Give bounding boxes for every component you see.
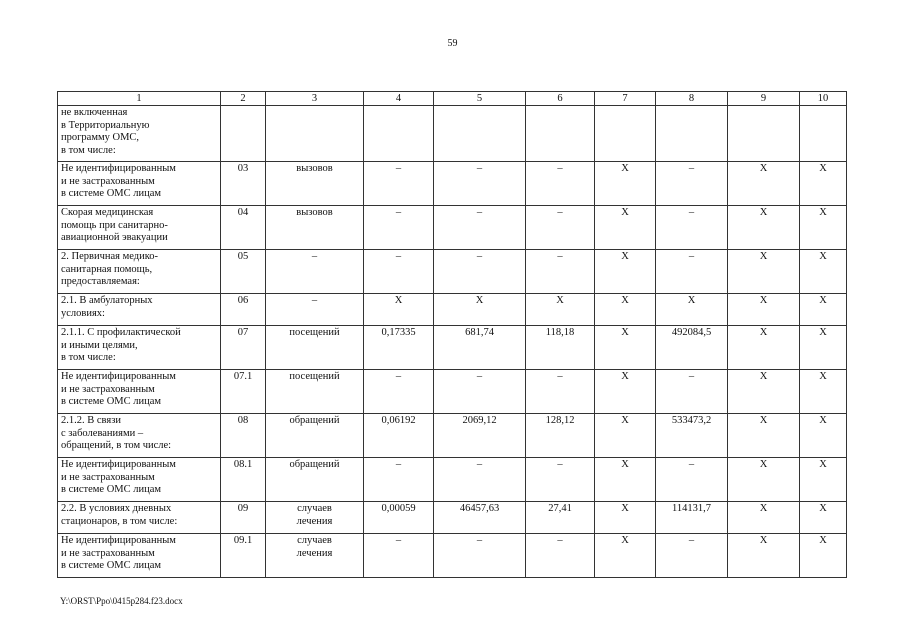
table-cell: случаев лечения — [266, 534, 364, 578]
table-cell: – — [434, 162, 526, 206]
table-cell: 0,17335 — [364, 326, 434, 370]
table-cell: – — [364, 206, 434, 250]
table-cell: – — [656, 250, 728, 294]
table-cell: 46457,63 — [434, 502, 526, 534]
table-cell: – — [526, 206, 595, 250]
table-cell: – — [526, 458, 595, 502]
table-cell: Х — [595, 370, 656, 414]
row-label-cell: 2.1.1. С профилактической и иными целями, в том числе: — [58, 326, 221, 370]
table-cell: 09 — [221, 502, 266, 534]
table-cell: Х — [595, 250, 656, 294]
table-cell: Х — [595, 458, 656, 502]
table-cell: Х — [800, 206, 847, 250]
table-row — [58, 206, 847, 250]
table-cell: Х — [728, 162, 800, 206]
header-cell: 8 — [656, 92, 728, 106]
header-cell: 3 — [266, 92, 364, 106]
row-label-cell: Не идентифицированным и не застрахованным в системе ОМС лицам — [58, 370, 221, 414]
table-cell: – — [526, 534, 595, 578]
table-row — [58, 250, 847, 294]
table-cell — [595, 106, 656, 162]
table-cell: посещений — [266, 326, 364, 370]
table-cell: 05 — [221, 250, 266, 294]
table-cell: Х — [728, 326, 800, 370]
table-cell: – — [656, 534, 728, 578]
table-cell: Х — [364, 294, 434, 326]
table-row — [58, 502, 847, 534]
footer-file-path: Y:\ORST\Ppo\0415p284.f23.docx — [60, 596, 183, 606]
table-cell: 0,06192 — [364, 414, 434, 458]
table-cell: Х — [728, 414, 800, 458]
table-cell: – — [656, 162, 728, 206]
table-cell: 03 — [221, 162, 266, 206]
table-cell: Х — [800, 414, 847, 458]
table-cell: – — [526, 370, 595, 414]
table-cell: Х — [800, 162, 847, 206]
table-cell: 0,00059 — [364, 502, 434, 534]
table-cell: – — [266, 294, 364, 326]
header-cell: 5 — [434, 92, 526, 106]
data-table — [57, 91, 847, 578]
table-cell: – — [364, 458, 434, 502]
table-cell: вызовов — [266, 162, 364, 206]
table-cell — [221, 106, 266, 162]
table-cell — [728, 106, 800, 162]
header-cell: 10 — [800, 92, 847, 106]
table-cell: Х — [800, 250, 847, 294]
table-cell: 114131,7 — [656, 502, 728, 534]
table-cell: – — [434, 458, 526, 502]
table-cell: Х — [595, 534, 656, 578]
table-cell: Х — [595, 502, 656, 534]
row-label-cell: 2.1.2. В связи с заболеваниями – обращений, в том числе: — [58, 414, 221, 458]
table-cell: Х — [595, 206, 656, 250]
header-cell: 6 — [526, 92, 595, 106]
table-cell: 533473,2 — [656, 414, 728, 458]
table-cell: вызовов — [266, 206, 364, 250]
table-cell: – — [266, 250, 364, 294]
row-label-cell: Скорая медицинская помощь при санитарно- авиационной эвакуации — [58, 206, 221, 250]
table-cell — [364, 106, 434, 162]
table-cell: обращений — [266, 414, 364, 458]
table-cell — [656, 106, 728, 162]
row-label-cell: 2.1. В амбулаторных условиях: — [58, 294, 221, 326]
table-cell: Х — [656, 294, 728, 326]
table-row — [58, 370, 847, 414]
header-cell: 2 — [221, 92, 266, 106]
table-cell: 07 — [221, 326, 266, 370]
table-row — [58, 106, 847, 162]
table-cell: Х — [800, 370, 847, 414]
table-cell: Х — [728, 370, 800, 414]
table-cell: 06 — [221, 294, 266, 326]
row-label-cell: Не идентифицированным и не застрахованным в системе ОМС лицам — [58, 458, 221, 502]
row-label-cell: 2.2. В условиях дневных стационаров, в том числе: — [58, 502, 221, 534]
table-cell: Х — [800, 294, 847, 326]
table-cell: – — [656, 206, 728, 250]
table-row — [58, 534, 847, 578]
header-cell: 1 — [58, 92, 221, 106]
table-cell: Х — [800, 458, 847, 502]
table-cell: Х — [728, 250, 800, 294]
table-cell: – — [364, 370, 434, 414]
page-number: 59 — [447, 38, 458, 49]
table-cell: Х — [434, 294, 526, 326]
table-cell: – — [656, 458, 728, 502]
table-cell: 118,18 — [526, 326, 595, 370]
table-cell: 27,41 — [526, 502, 595, 534]
table-cell: Х — [800, 326, 847, 370]
table-cell: – — [656, 370, 728, 414]
table-cell — [800, 106, 847, 162]
table-cell: Х — [728, 458, 800, 502]
table-row — [58, 162, 847, 206]
table-cell: посещений — [266, 370, 364, 414]
table-cell: – — [434, 534, 526, 578]
table-cell: обращений — [266, 458, 364, 502]
table-cell: 04 — [221, 206, 266, 250]
table-cell: случаев лечения — [266, 502, 364, 534]
header-cell: 7 — [595, 92, 656, 106]
table-cell: – — [364, 250, 434, 294]
table-cell: Х — [595, 294, 656, 326]
table-row — [58, 458, 847, 502]
table-cell: 128,12 — [526, 414, 595, 458]
table-cell — [526, 106, 595, 162]
table-cell: – — [526, 162, 595, 206]
table-cell: 08.1 — [221, 458, 266, 502]
table-cell: – — [364, 534, 434, 578]
table-cell: Х — [800, 534, 847, 578]
table-cell: 07.1 — [221, 370, 266, 414]
table-cell: Х — [728, 206, 800, 250]
table-cell: – — [434, 370, 526, 414]
table-cell — [266, 106, 364, 162]
row-label-cell: Не идентифицированным и не застрахованным в системе ОМС лицам — [58, 162, 221, 206]
table-row — [58, 326, 847, 370]
header-cell: 9 — [728, 92, 800, 106]
table-cell: Х — [595, 162, 656, 206]
table-cell: – — [364, 162, 434, 206]
table-cell: – — [434, 250, 526, 294]
table-cell: Х — [595, 326, 656, 370]
row-label-cell: не включенная в Территориальную программу ОМС, в том числе: — [58, 106, 221, 162]
table-cell: – — [434, 206, 526, 250]
table-cell: 681,74 — [434, 326, 526, 370]
table-cell: 08 — [221, 414, 266, 458]
table-cell: Х — [728, 502, 800, 534]
row-label-cell: 2. Первичная медико- санитарная помощь, предоставляемая: — [58, 250, 221, 294]
table-cell: Х — [526, 294, 595, 326]
table-cell: 492084,5 — [656, 326, 728, 370]
table-row — [58, 414, 847, 458]
header-cell: 4 — [364, 92, 434, 106]
table-cell: Х — [728, 294, 800, 326]
table-cell: 2069,12 — [434, 414, 526, 458]
table-body — [58, 92, 847, 578]
table-header-row — [58, 92, 847, 106]
table-cell: Х — [728, 534, 800, 578]
table-cell: Х — [800, 502, 847, 534]
table-cell: 09.1 — [221, 534, 266, 578]
table-cell — [434, 106, 526, 162]
table-cell: Х — [595, 414, 656, 458]
row-label-cell: Не идентифицированным и не застрахованным в системе ОМС лицам — [58, 534, 221, 578]
table-row — [58, 294, 847, 326]
table-cell: – — [526, 250, 595, 294]
